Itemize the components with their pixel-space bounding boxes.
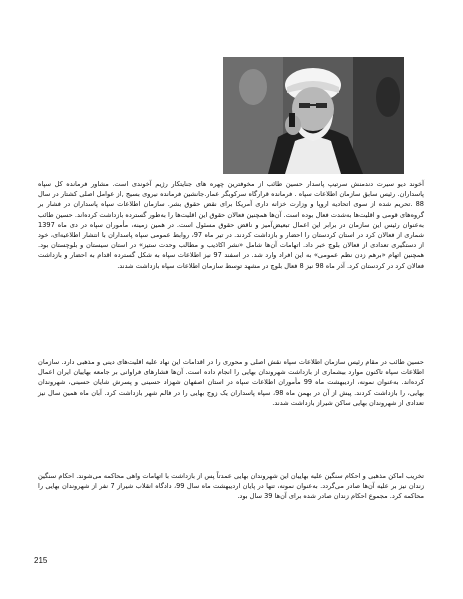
portrait-photo-icon [223,57,404,174]
paragraph-religious-minorities: حسین طائب در مقام رئیس سازمان اطلاعات سپاه نقش اصلی و محوری را در اقدامات این نهاد علیه اقلیت‌های دینی و مذهبی دارد. سازمان اطلاعات سپاه تاکنون موارد بیشماری از بازداشت شهروندان بهایی را انجام داده است. آن‌ها فشارهای فراوانی بر جامعه بهاییان ایران اعمال کرده‌اند. به‌عنوان نمونه، اردیبهشت ماه 99 مأموران اطلاعات سپاه در استان اصفهان شهزاد حسینی و پسرش شایان حسینی، شهروندان بهایی، را بازداشت کردند. پیش از آن در بهمن ماه 98، سپاه پاسداران یک زوج بهایی را در فالم شهر بازداشت کرد. آبان ماه همین سال نیز تعدادی از شهروندان بهایی ساکن شیراز بازداشت شدند. [38,358,425,407]
page-number: 215 [34,556,48,565]
portrait-photo [223,57,404,174]
paragraph-heavy-sentences: تخریب اماکن مذهبی و احکام سنگین علیه بهاییان این شهروندان بهایی عمدتاً پس از بازداشت با اتهامات واهی محاکمه می‌شوند. احکام سنگین زندان نیز بر علیه آن‌ها صادر می‌گردد. به‌عنوان نمونه، تنها در پایان اردیبهشت ماه سال 99، دادگاه انقلاب شیراز 7 نفر از شهروندان بهایی را محاکمه کرد. مجموع احکام زندان صادر شده برای آن‌ها 39 سال بود. [38,472,425,501]
paragraph-taeb-profile: آخوند دیو سیرت دندمنش سرتیپ پاسدار حسین طائب از مخوفترین چهره های جنایتکار رژیم آخوندی است. مشاور فرمانده کل سپاه پاسداران. رئیس سابق سازمان اطلاعات سپاه . فرمانده قرارگاه سرکوبگر عمار.جانشین فرمانده نیروی بسیج ,از عوامل اصلی کشتار در سال 88 .تحریم شده از سوی اتحادیه اروپا و وزارت خزانه داری آمریکا برای نقض حقوق بشر. سازمان اطلاعات سپاه پاسداران در فشار بر گروه‌های قومی و اقلیت‌ها به‌شدت فعال بوده است. آن‌ها همچنین فعالان حقوق این اقلیت‌ها را به‌طور گسترده بازداشت کرده‌اند. حسین طائب به‌عنوان رئیس این سازمان در برابر این اعمال تبعیض‌آمیز و ناقض حقوق مسئول است. در همین زمینه، مأموران سپاه در دی ماه 1397 شماری از فعالان کرد در استان کردستان را احضار و بازداشت کردند. در تیر ماه 97، روابط عمومی سپاه پاسداران با انتشار اطلاعیه‌ای، خود از دستگیری تعدادی از فعالان بلوچ خبر داد. اتهامات آن‌ها شامل «نشر اکاذیب و مطالب وحدت ستیز» در استان سیستان و بلوچستان بود. همچنین اتهام «برهم زدن نظم عمومی» به این افراد وارد شد. در اسفند 97 نیز اطلاعات سپاه به شکل گسترده اقدام به احضار و بازداشت فعالان کرد در کردستان کرد. آذر ماه 98 نیز 8 فعال بلوچ در مشهد توسط سازمان اطلاعات سپاه بازداشت شدند. [38,180,425,270]
